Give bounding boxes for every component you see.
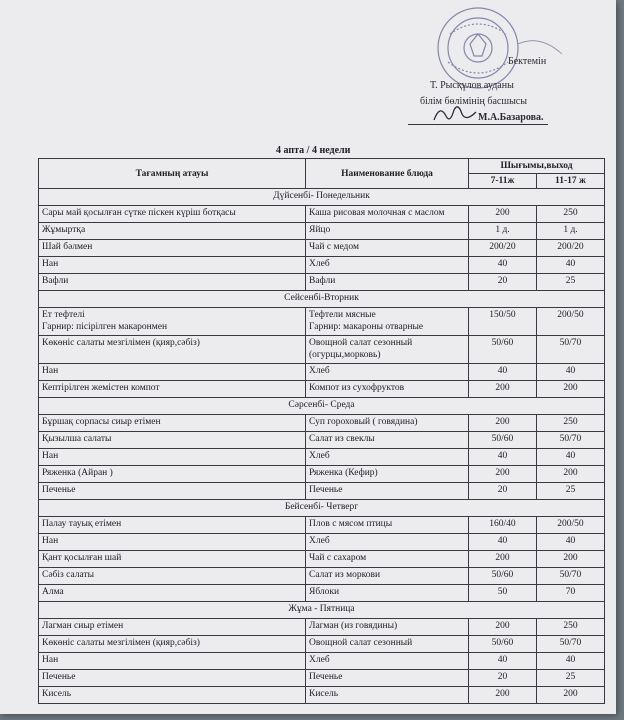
- portion-11-17: 25: [537, 483, 605, 500]
- table-row: [39, 415, 605, 432]
- portion-7-11: 40: [469, 653, 537, 670]
- menu-table: [38, 158, 605, 704]
- dish-name-kz: Ет тефтелі Гарнир: пісірілген макаронмен: [39, 308, 306, 336]
- table-row: [39, 364, 605, 381]
- dish-name-kz: Нан: [39, 257, 306, 274]
- head-name: М.А.Базарова.: [478, 112, 544, 123]
- portion-11-17: 200: [537, 687, 605, 704]
- dish-name-kz: Алма: [39, 585, 306, 602]
- portion-11-17: 200/50: [537, 308, 605, 336]
- portion-11-17: 50/70: [537, 432, 605, 449]
- portion-7-11: 50/60: [469, 568, 537, 585]
- day-title: Жұма - Пятница: [39, 602, 605, 619]
- portion-11-17: 200: [537, 551, 605, 568]
- portion-11-17: 40: [537, 449, 605, 466]
- dish-name-ru: Печенье: [306, 670, 469, 687]
- portion-7-11: 50/60: [469, 636, 537, 653]
- table-row: [39, 257, 605, 274]
- table-row: [39, 336, 605, 364]
- dish-name-kz: Лагман сиыр етімен: [39, 619, 306, 636]
- dish-name-kz: Шай бәлмен: [39, 240, 306, 257]
- portion-7-11: 20: [469, 274, 537, 291]
- table-row: [39, 483, 605, 500]
- table-row: [39, 551, 605, 568]
- portion-7-11: 40: [469, 364, 537, 381]
- portion-11-17: 40: [537, 534, 605, 551]
- table-row: [39, 274, 605, 291]
- dish-name-kz: Нан: [39, 364, 306, 381]
- table-row: [39, 308, 605, 336]
- dish-name-kz: Бұршақ сорпасы сиыр етімен: [39, 415, 306, 432]
- portion-11-17: 25: [537, 274, 605, 291]
- dish-name-ru: Хлеб: [306, 257, 469, 274]
- dish-name-ru: Лагман (из говядины): [306, 619, 469, 636]
- portion-11-17: 200: [537, 466, 605, 483]
- approval-label: Бектемін: [508, 56, 547, 67]
- district-name: Т. Рысқұлов ауданы: [430, 80, 514, 91]
- dish-name-ru: Салат из свеклы: [306, 432, 469, 449]
- dish-name-kz: Жұмыртқа: [39, 223, 306, 240]
- portion-7-11: 200: [469, 415, 537, 432]
- dish-name-kz: Сәбіз салаты: [39, 568, 306, 585]
- portion-11-17: 70: [537, 585, 605, 602]
- dish-name-kz: Кептірілген жемістен компот: [39, 381, 306, 398]
- portion-7-11: 160/40: [469, 517, 537, 534]
- dish-name-ru: Каша рисовая молочная с маслом: [306, 206, 469, 223]
- dish-name-ru: Овощной салат сезонный: [306, 636, 469, 653]
- portion-11-17: 40: [537, 364, 605, 381]
- portion-11-17: 50/70: [537, 636, 605, 653]
- dish-name-ru: Суп гороховый ( говядина): [306, 415, 469, 432]
- portion-7-11: 1 д.: [469, 223, 537, 240]
- dish-name-ru: Ряженка (Кефир): [306, 466, 469, 483]
- portion-11-17: 40: [537, 257, 605, 274]
- signature: [430, 100, 480, 126]
- col-header-name-kz: Тағамның атауы: [39, 159, 306, 189]
- portion-11-17: 25: [537, 670, 605, 687]
- col-header-output: Шығымы,выход: [469, 159, 605, 174]
- menu-body: [39, 189, 605, 704]
- dish-name-kz: Нан: [39, 653, 306, 670]
- table-row: [39, 517, 605, 534]
- dish-name-kz: Нан: [39, 449, 306, 466]
- portion-7-11: 20: [469, 670, 537, 687]
- dish-name-ru: Плов с мясом птицы: [306, 517, 469, 534]
- portion-7-11: 20: [469, 483, 537, 500]
- dish-name-ru: Хлеб: [306, 364, 469, 381]
- day-header-row: [39, 500, 605, 517]
- table-row: [39, 534, 605, 551]
- table-row: [39, 568, 605, 585]
- dish-name-ru: Яйцо: [306, 223, 469, 240]
- table-row: [39, 240, 605, 257]
- table-row: [39, 432, 605, 449]
- dish-name-ru: Хлеб: [306, 449, 469, 466]
- table-row: [39, 449, 605, 466]
- day-header-row: [39, 291, 605, 308]
- table-row: [39, 636, 605, 653]
- table-row: [39, 670, 605, 687]
- portion-7-11: 200: [469, 551, 537, 568]
- col-header-age-11-17: 11-17 ж: [537, 174, 605, 189]
- portion-7-11: 150/50: [469, 308, 537, 336]
- dish-name-ru: Печенье: [306, 483, 469, 500]
- portion-7-11: 200/20: [469, 240, 537, 257]
- portion-7-11: 200: [469, 381, 537, 398]
- dish-name-ru: Чай с сахаром: [306, 551, 469, 568]
- portion-11-17: 200/50: [537, 517, 605, 534]
- portion-11-17: 1 д.: [537, 223, 605, 240]
- dish-name-kz: Қызылша салаты: [39, 432, 306, 449]
- week-title: 4 апта / 4 недели: [276, 145, 351, 156]
- dish-name-ru: Компот из сухофруктов: [306, 381, 469, 398]
- dish-name-ru: Тефтели мясные Гарнир: макароны отварные: [306, 308, 469, 336]
- col-header-name-ru: Наименование блюда: [306, 159, 469, 189]
- table-row: [39, 381, 605, 398]
- table-row: [39, 585, 605, 602]
- dish-name-kz: Кисель: [39, 687, 306, 704]
- portion-7-11: 200: [469, 466, 537, 483]
- dish-name-ru: Салат из моркови: [306, 568, 469, 585]
- dish-name-ru: Чай с медом: [306, 240, 469, 257]
- table-row: [39, 466, 605, 483]
- dish-name-kz: Палау тауық етімен: [39, 517, 306, 534]
- dish-name-ru: Хлеб: [306, 653, 469, 670]
- table-row: [39, 223, 605, 240]
- dish-name-kz: Қант қосылған шай: [39, 551, 306, 568]
- day-title: Бейсенбі- Четверг: [39, 500, 605, 517]
- dish-name-kz: Печенье: [39, 483, 306, 500]
- head-title: білім бөлімінің басшысы: [420, 96, 527, 107]
- portion-7-11: 50/60: [469, 336, 537, 364]
- portion-11-17: 250: [537, 415, 605, 432]
- day-header-row: [39, 602, 605, 619]
- portion-7-11: 200: [469, 619, 537, 636]
- dish-name-ru: Яблоки: [306, 585, 469, 602]
- dish-name-kz: Печенье: [39, 670, 306, 687]
- dish-name-kz: Көкөніс салаты мезгілімен (қияр,сәбіз): [39, 636, 306, 653]
- dish-name-ru: Хлеб: [306, 534, 469, 551]
- table-row: [39, 653, 605, 670]
- col-header-age-7-11: 7-11ж: [469, 174, 537, 189]
- table-row: [39, 687, 605, 704]
- portion-7-11: 200: [469, 687, 537, 704]
- dish-name-ru: Овощной салат сезонный (огурцы,морковь): [306, 336, 469, 364]
- portion-11-17: 200/20: [537, 240, 605, 257]
- day-title: Сейсенбі-Вторник: [39, 291, 605, 308]
- portion-7-11: 40: [469, 257, 537, 274]
- portion-11-17: 250: [537, 619, 605, 636]
- portion-7-11: 40: [469, 534, 537, 551]
- table-row: [39, 619, 605, 636]
- portion-7-11: 200: [469, 206, 537, 223]
- portion-11-17: 250: [537, 206, 605, 223]
- portion-11-17: 50/70: [537, 336, 605, 364]
- portion-11-17: 200: [537, 381, 605, 398]
- dish-name-ru: Вафли: [306, 274, 469, 291]
- table-row: [39, 206, 605, 223]
- dish-name-kz: Вафли: [39, 274, 306, 291]
- portion-7-11: 40: [469, 449, 537, 466]
- portion-11-17: 50/70: [537, 568, 605, 585]
- portion-7-11: 50: [469, 585, 537, 602]
- day-header-row: [39, 189, 605, 206]
- dish-name-ru: Кисель: [306, 687, 469, 704]
- signature-line: [408, 124, 548, 125]
- dish-name-kz: Нан: [39, 534, 306, 551]
- dish-name-kz: Сары май қосылған сүтке піскен күріш ботқасы: [39, 206, 306, 223]
- day-title: Сәрсенбі- Среда: [39, 398, 605, 415]
- dish-name-kz: Көкөніс салаты мезгілімен (қияр,сәбіз): [39, 336, 306, 364]
- day-title: Дүйсенбі- Понедельник: [39, 189, 605, 206]
- portion-7-11: 50/60: [469, 432, 537, 449]
- portion-11-17: 40: [537, 653, 605, 670]
- day-header-row: [39, 398, 605, 415]
- dish-name-kz: Ряженка (Айран ): [39, 466, 306, 483]
